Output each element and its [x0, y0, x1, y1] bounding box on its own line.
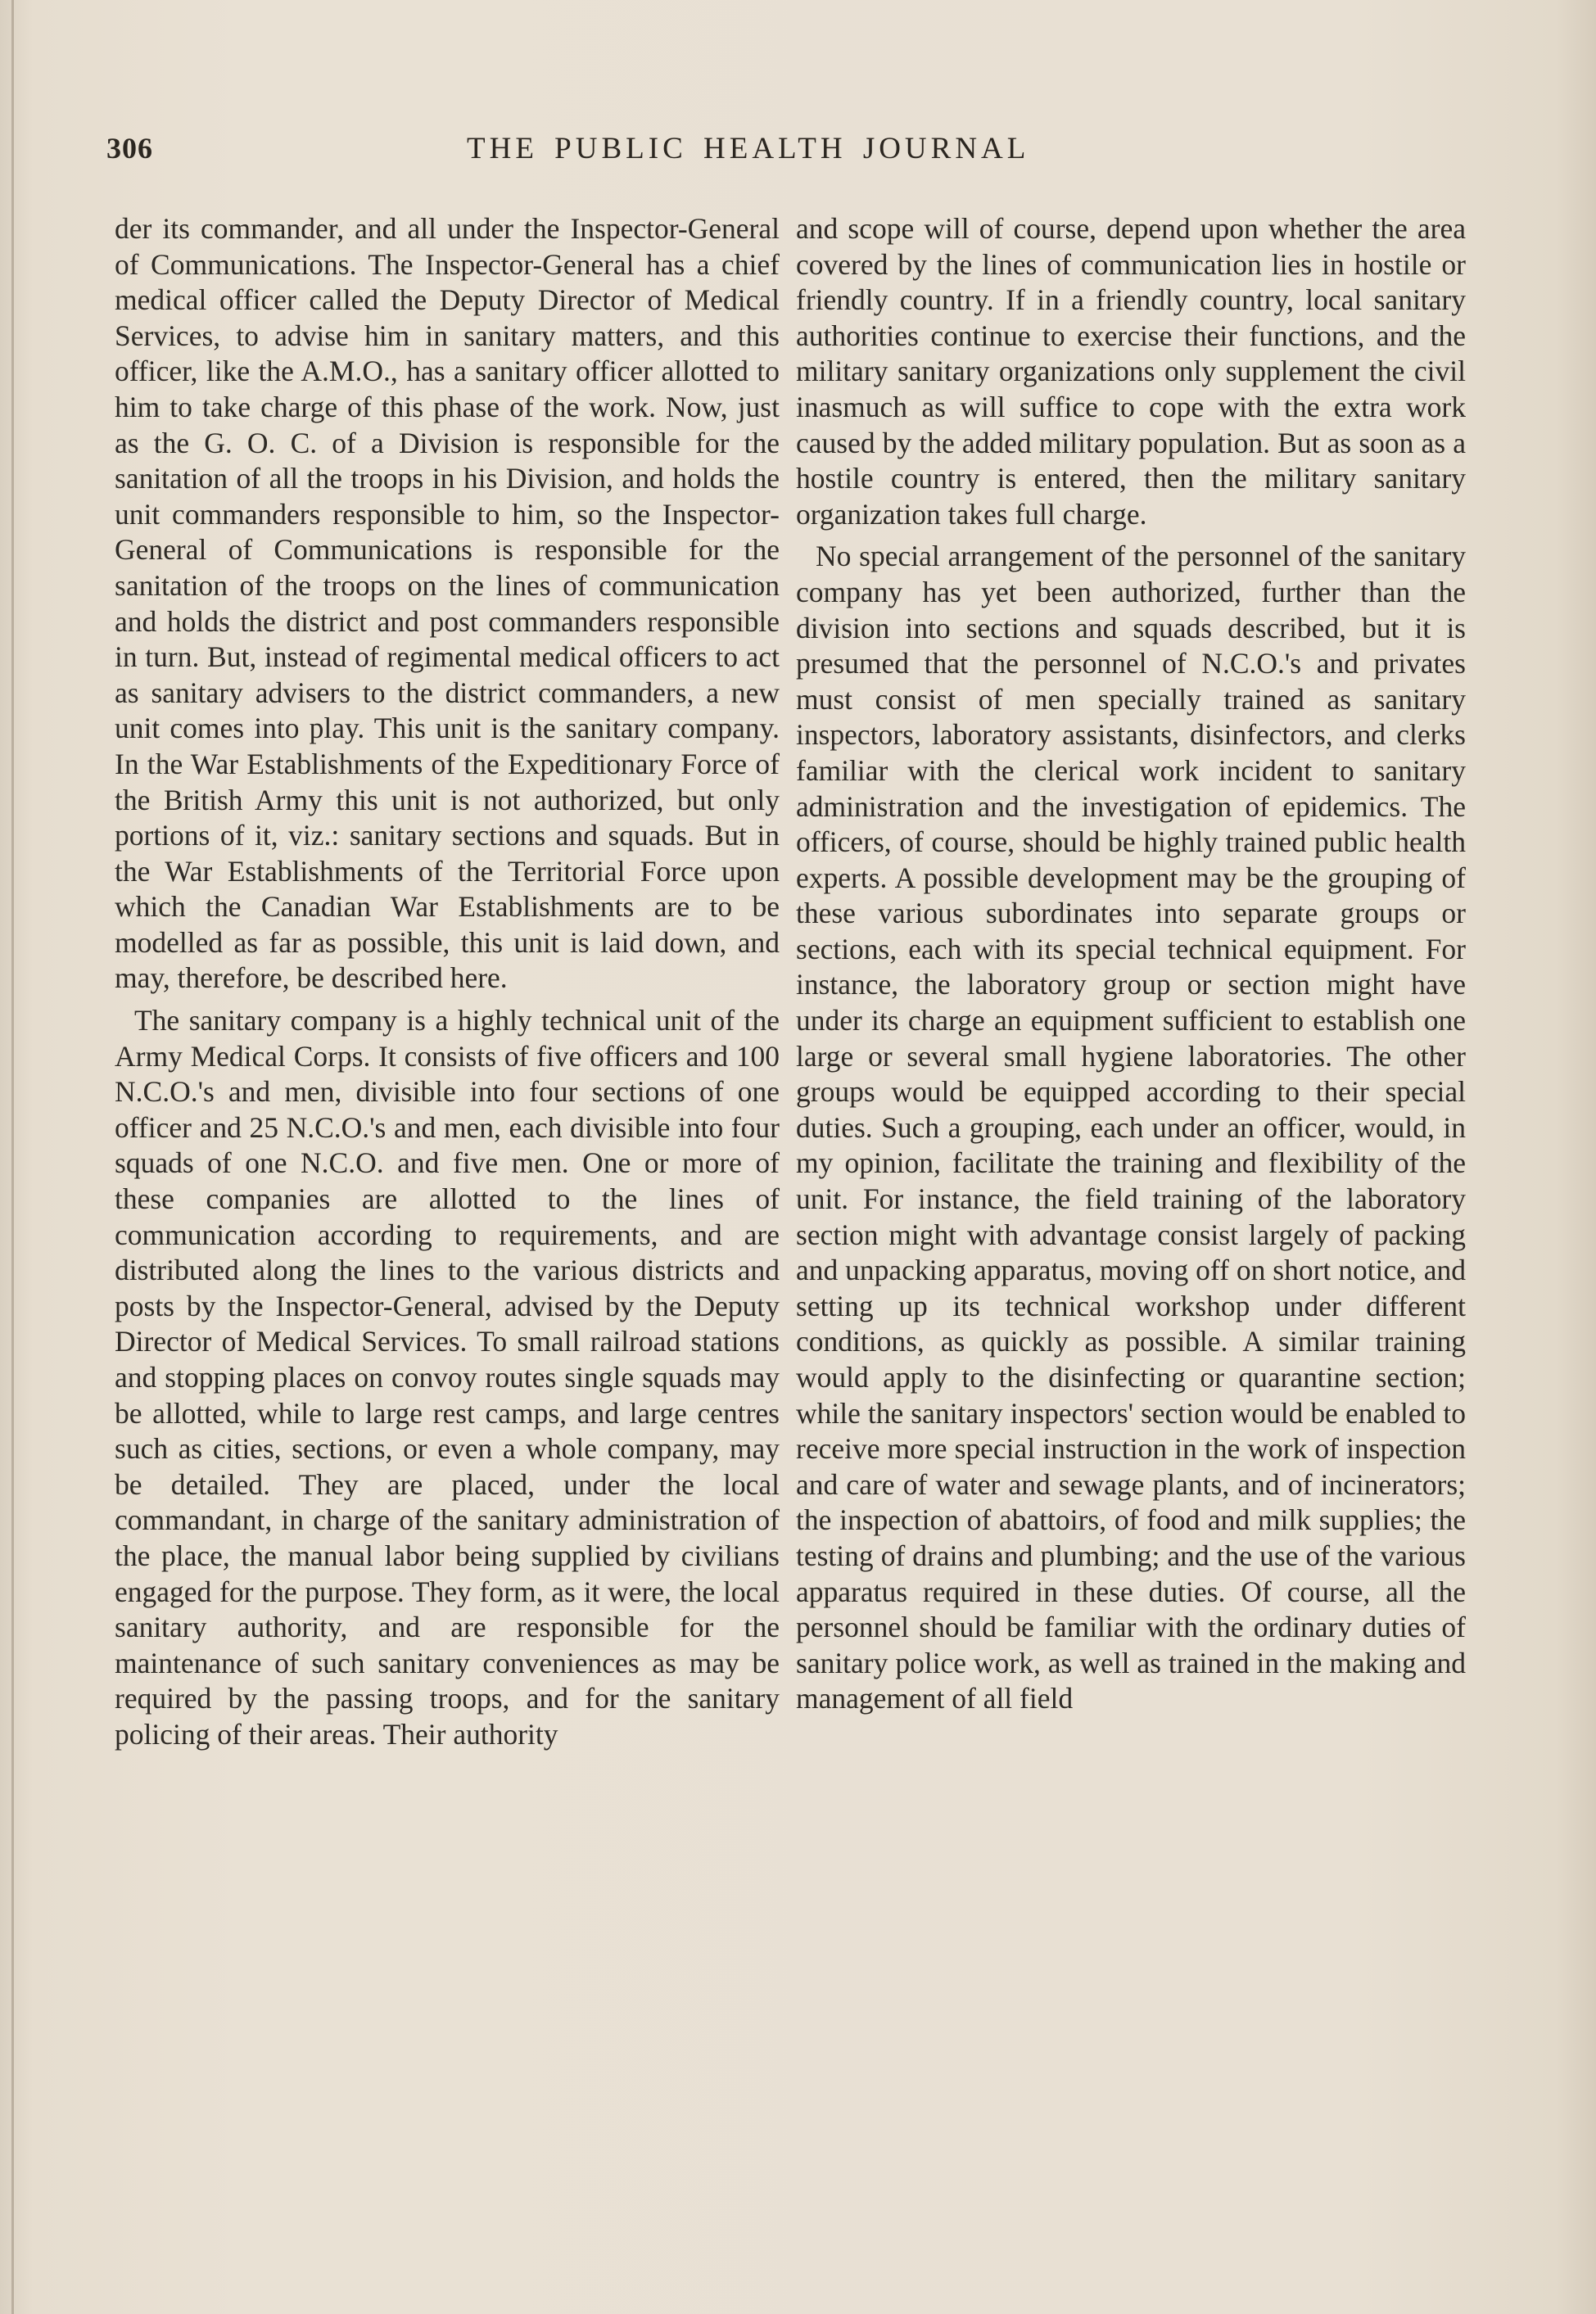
left-column [115, 211, 780, 1753]
page-number: 306 [106, 132, 153, 165]
page-spine-edge [11, 0, 14, 2314]
right-paragraph-1: and scope will of course, depend upon whether the area covered by the lines of communication lies in hostile or friendly country. If in a friendly country, local sanitary authorities continue to exercise their functions, and the military sanitary organizations only supplement the civil inasmuch as will suffice to cope with the extra work caused by the added military population. But as soon as a hostile country is entered, then the military sanitary organization takes full charge. [796, 212, 1466, 531]
page-header [106, 131, 1458, 172]
left-paragraph-2: The sanitary company is a highly technical unit of the Army Medical Corps. It consists of five officers and 100 N.C.O.'s and men, divisible into four sections of one officer and 25 N.C.O.'s and men, each divisible into four squads of one N.C.O. and five men. One or more of these companies are allotted to the lines of communication according to requirements, and are distributed along the lines to the various districts and posts by the Inspector-General, advised by the Deputy Director of Medical Services. To small railroad stations and stopping places on convoy routes single squads may be allotted, while to large rest camps, and large centres such as cities, sections, or even a whole company, may be detailed. They are placed, under the local commandant, in charge of the sanitary administration of the place, the manual labor being supplied by civilians engaged for the purpose. They form, as it were, the local sanitary authority, and are responsible for the maintenance of such sanitary conveniences as may be required by the passing troops, and for the sanitary policing of their areas. Their authority [115, 1004, 780, 1751]
right-column [796, 211, 1466, 1717]
right-paragraph-2: No special arrangement of the personnel of the sanitary company has yet been authorized, further than the division into sections and squads described, but it is presumed that the personnel of N.C.O.'s and privates must consist of men specially trained as sanitary inspectors, laboratory assistants, disinfectors, and clerks familiar with the clerical work incident to sanitary administration and the investigation of epidemics. The officers, of course, should be highly trained public health experts. A possible development may be the grouping of these various subordinates into separate groups or sections, each with its special technical equipment. For instance, the laboratory group or section might have under its charge an equipment sufficient to establish one large or several small hygiene laboratories. The other groups would be equipped according to their special duties. Such a grouping, each under an officer, would, in my opinion, facilitate the training and flexibility of the unit. For instance, the field training of the laboratory section might with advantage consist largely of packing and unpacking apparatus, moving off on short notice, and setting up its technical workshop under different conditions, as quickly as possible. A similar training would apply to the disinfecting or quarantine section; while the sanitary inspectors' section would be enabled to receive more special instruction in the work of inspection and care of water and sewage plants, and of incinerators; the inspection of abattoirs, of food and milk supplies; the testing of drains and plumbing; and the use of the various apparatus required in these duties. Of course, all the personnel should be familiar with the ordinary duties of sanitary police work, as well as trained in the making and management of all field [796, 540, 1466, 1715]
running-title: THE PUBLIC HEALTH JOURNAL [467, 132, 1030, 165]
left-paragraph-1: der its commander, and all under the Inspector-General of Communications. The Inspector-General has a chief medical officer called the Deputy Director of Medical Services, to advise him in sanitary matters, and this officer, like the A.M.O., has a sanitary officer allotted to him to take charge of this phase of the work. Now, just as the G. O. C. of a Division is responsible for the sanitation of all the troops in his Division, and holds the unit commanders responsible to him, so the Inspector-General of Communications is responsible for the sanitation of the troops on the lines of communication and holds the district and post commanders responsible in turn. But, instead of regimental medical officers to act as sanitary advisers to the district commanders, a new unit comes into play. This unit is the sanitary company. In the War Establishments of the Expeditionary Force of the British Army this unit is not authorized, but only portions of it, viz.: sanitary sections and squads. But in the War Establishments of the Territorial Force upon which the Canadian War Establishments are to be modelled as far as possible, this unit is laid down, and may, therefore, be described here. [115, 212, 780, 995]
